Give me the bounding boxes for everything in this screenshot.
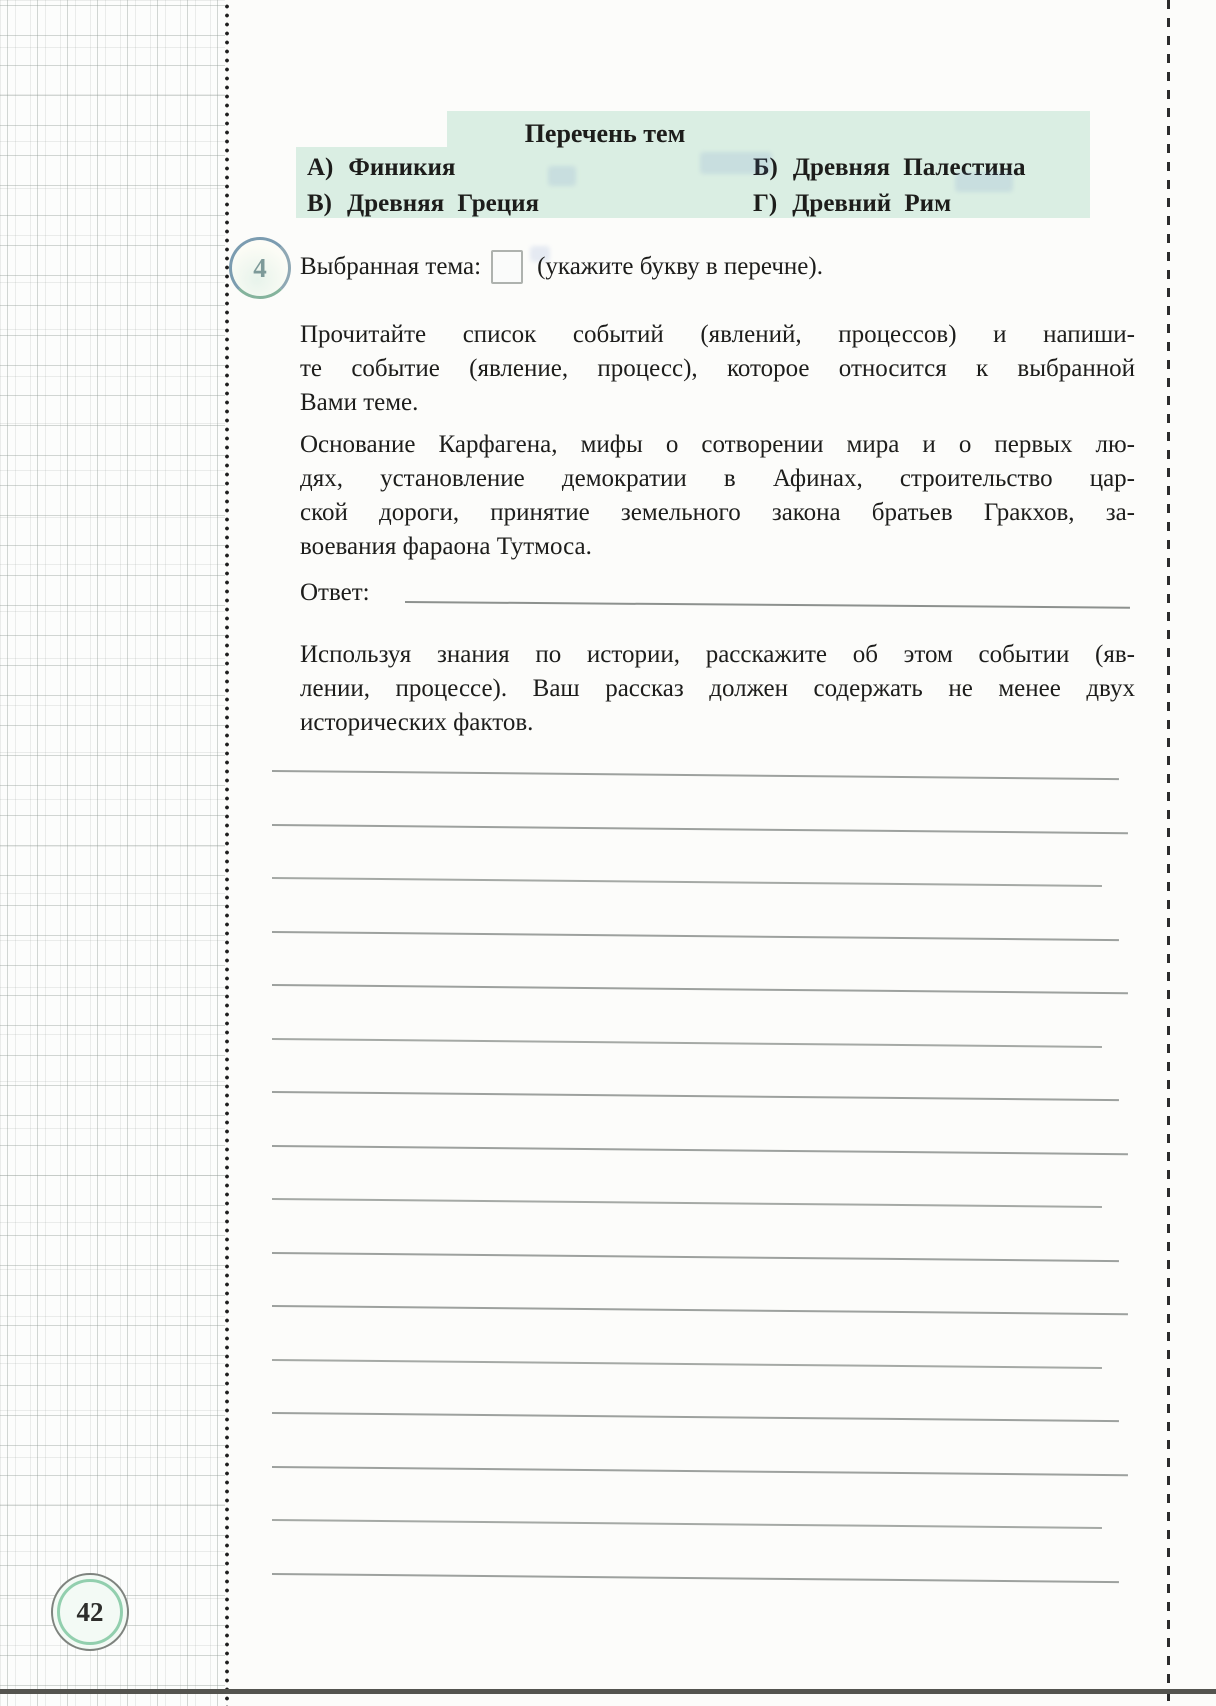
topic-item-v: [307, 186, 753, 221]
topics-title: Перечень тем: [524, 119, 686, 148]
text-line: Основание Карфагена, мифы о сотворении мира и о первых лю-: [300, 431, 1135, 458]
chosen-theme-hint: (укажите букву в перечне).: [537, 253, 823, 280]
text-line: ской дороги, принятие земельного закона братьев Гракхов, за-: [300, 499, 1135, 526]
answer-ruled-line[interactable]: [272, 824, 1128, 834]
topic-name: Древняя Греция: [347, 190, 540, 217]
bleedthrough-mark: [700, 152, 772, 174]
answer-ruled-line[interactable]: [272, 877, 1102, 887]
answer-ruled-line[interactable]: [272, 1305, 1128, 1315]
text-line: исторических фактов.: [300, 709, 534, 736]
topic-label: Б): [753, 154, 778, 181]
topic-label: А): [307, 154, 334, 181]
answer-ruled-line[interactable]: [272, 1038, 1102, 1048]
text-line: лении, процессе). Ваш рассказ должен содержать не менее двух: [300, 675, 1135, 702]
answer-ruled-line[interactable]: [272, 984, 1128, 994]
page-number-ring: [57, 1579, 123, 1645]
answer-ruled-line[interactable]: [272, 1412, 1119, 1422]
graph-paper-margin: [0, 0, 225, 1706]
answer-ruled-line[interactable]: [272, 1519, 1102, 1529]
task-number: 4: [253, 252, 267, 283]
page-number-badge: [51, 1573, 129, 1651]
text-line: воевания фараона Тутмоса.: [300, 533, 592, 560]
task-number-circle: [229, 237, 291, 299]
instruction-2-paragraph: [300, 638, 1135, 740]
answer-ruled-line[interactable]: [272, 1359, 1102, 1369]
topic-item-a: [307, 150, 753, 185]
text-line: Вами теме.: [300, 389, 419, 416]
dotted-separator-line: [224, 0, 230, 1706]
page-bottom-edge-line: [0, 1689, 1216, 1694]
topic-item-b: [753, 150, 1107, 185]
instruction-1-paragraph: [300, 318, 1135, 420]
chosen-theme-line: [300, 250, 1135, 284]
answer-ruled-line[interactable]: [272, 1252, 1119, 1262]
topic-name: Древняя Палестина: [792, 154, 1026, 181]
chosen-theme-label: Выбранная тема:: [300, 253, 482, 280]
topic-name: Финикия: [348, 154, 456, 181]
text-line: Прочитайте список событий (явлений, процессов) и напиши-: [300, 321, 1135, 348]
bleedthrough-mark: [548, 166, 576, 186]
answer-ruled-lines: [272, 770, 1128, 1626]
bleedthrough-mark: [955, 172, 1013, 192]
text-line: Используя знания по истории, расскажите об этом событии (яв-: [300, 641, 1135, 668]
right-dashed-edge-line: [1167, 0, 1170, 1706]
events-paragraph: [300, 428, 1135, 564]
text-line: те событие (явление, процесс), которое относится к выбранной: [300, 355, 1135, 382]
answer-ruled-line[interactable]: [272, 1466, 1128, 1476]
answer-ruled-line[interactable]: [272, 1198, 1102, 1208]
answer-ruled-line[interactable]: [272, 1091, 1119, 1101]
topic-name: Древний Рим: [792, 190, 952, 217]
topic-label: В): [307, 190, 332, 217]
answer-ruled-line[interactable]: [272, 770, 1119, 780]
answer-label: Ответ:: [300, 579, 370, 606]
page-number: 42: [76, 1596, 104, 1627]
answer-ruled-line[interactable]: [272, 1573, 1119, 1583]
answer-ruled-line[interactable]: [272, 931, 1119, 941]
answer-underline[interactable]: [405, 601, 1130, 609]
answer-ruled-line[interactable]: [272, 1145, 1128, 1155]
text-line: дях, установление демократии в Афинах, строительство цар-: [300, 465, 1135, 492]
topic-item-g: [753, 186, 1107, 221]
theme-letter-box[interactable]: [491, 250, 523, 284]
topic-label: Г): [753, 190, 778, 217]
